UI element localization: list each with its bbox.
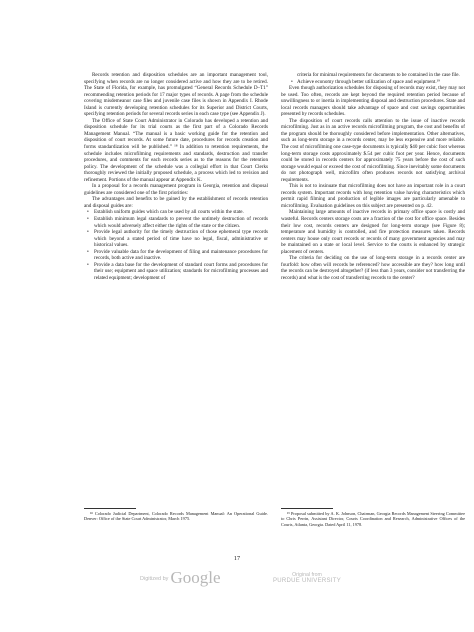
list-item: • Achieve economy through better utilization of space and equipment.¹⁹: [297, 79, 465, 86]
paragraph: The disposition of court records calls attention to the issue of inactive records microfilming. Just as in an active records microfilming program, the cost and benefits of the program should be thoroughly considered before implementation. Other alternatives, such as long-term storage in a records center, may be less expensive and more reliable. The cost of microfilming one case-type documents is typically $40 per cubic foot whereas long-term storage costs approximately $.54 per cubic foot per year. Hence, documents could be stored in records centers for approximately 75 years before the cost of such storage would equal or exceed the cost of microfilming. Since inevitably some documents do not photograph well, microfilm often produces records not satisfying archival requirements.: [281, 117, 465, 183]
digitized-by-label: Digitized by: [140, 576, 169, 582]
university-label: PURDUE UNIVERSITY: [272, 578, 342, 585]
original-from-watermark: [262, 572, 352, 585]
left-column: [84, 72, 268, 282]
footnote-rule: [281, 508, 333, 509]
paragraph: In a proposal for a records management program in Georgia, retention and disposal guidelines are considered one of the first priorities:: [84, 183, 268, 196]
list-item: • Establish uniform guides which can be used by all courts within the state.: [94, 209, 268, 216]
original-from-label: Original from: [292, 572, 322, 578]
footnote-text: ¹⁹ Proposal submitted by A. K. Johnson, Chairman, Georgia Records Management Steering Committee to Chris Perrin, Assistant Director, Courts Coordination and Research, Administrative Offices of the Courts, Atlanta, Georgia. Dated April 11, 1978.: [281, 511, 465, 527]
digitized-by-google-watermark: [140, 568, 220, 588]
benefits-list: [84, 209, 268, 281]
paragraph: Records retention and disposition schedules are an important management tool, specifying when records are no longer considered active and how they are to be retired. The State of Florida, for example, has promulgated “General Records Schedule D–T1” recommending retention periods for 17 major types of records. A page from the schedule covering misdemeanor case files and juvenile case files is shown in Appendix I. Rhode Island is currently developing retention schedules for its Superior and District Courts, specifying retention periods for several records series in each case type (see Appendix J).: [84, 72, 268, 118]
list-continuation: criteria for minimal requirements for documents to be contained in the case file.: [297, 72, 460, 78]
google-logo: Google: [170, 568, 221, 587]
list-item: • Establish minimum legal standards to prevent the untimely destruction of records which would adversely affect either the rights of the state or the citizen.: [94, 216, 268, 229]
list-item: • Provide legal authority for the timely destruction of those ephemeral type records which beyond a stated period of time have no legal, fiscal, administrative or historical values.: [94, 229, 268, 249]
paragraph: The Office of State Court Administrator in Colorado has developed a retention and disposition schedule for its trial courts as the first part of a Colorado Records Management Manual. “The manual is a basic working guide for the retention and disposition of court records. At some future date, procedures for records creation and forms standardization will be published.” ¹⁸ In addition to retention requirements, the schedule includes microfilming requirements and standards, destruction and transfer procedures, and comments for each records series as to the reasons for the retention policy. The development of the schedule was a collegial effort in that Court Clerks thoroughly reviewed the initially proposed schedule, a process which led to revision and refinement. Portions of the manual appear at Appendix K.: [84, 117, 268, 183]
paragraph: This is not to insinuate that microfilming does not have an important role in a court records system. Important records with long retention value having characteristics which permit rapid filming and production of legible images are particularly amenable to microfilming. Evaluation guidelines on this subject are presented on p. 42.: [281, 183, 465, 209]
paragraph: Even though authorization schedules for disposing of records may exist, they may not be used. Too often, records are kept beyond the required retention period because of unwillingness to or inertia in implementing disposal and destruction procedures. State and local records managers should take advantage of space and cost savings opportunities presented by records schedules.: [281, 85, 465, 118]
benefits-list-continued: [281, 79, 465, 86]
footnote-19: [281, 508, 465, 527]
page-number: 17: [233, 555, 241, 562]
footnote-rule: [84, 508, 136, 509]
footnote-18: [84, 508, 268, 522]
paragraph: The criteria for deciding on the use of long-term storage in a records center are fourfold: how often will records be referenced? how accessible are they? how long until the records can be destroyed altogether? (if less than 3 years, consider not transferring the records) and what is the cost of transferring records to the center?: [281, 255, 465, 281]
right-column: [281, 72, 465, 282]
paragraph: Maintaining large amounts of inactive records in primary office space is costly and wasteful. Records centers storage costs are a fraction of the cost for office space. Besides their low cost, records centers are designed for long-term storage (see Figure 8); temperature and humidity is controlled, and fire protection measures taken. Records centers may house only court records or records of many government agencies and may be maintained on a state or local level. Service to the courts is enhanced by strategic placement of centers.: [281, 209, 465, 255]
list-item: • Provide valuable data for the development of filing and maintenance procedures for records, both active and inactive.: [94, 249, 268, 262]
paragraph: The advantages and benefits to be gained by the establishment of records retention and disposal guides are:: [84, 196, 268, 209]
list-item: • Provide a data base for the development of standard court forms and procedures for their use; equipment and space utilization; standards for microfilming processes and related equipment; development of: [94, 262, 268, 282]
footnote-text: ¹⁸ Colorado Judicial Department, Colorado Records Management Manual: An Operational Guide. Denver: Office of the State Court Administrator, March 1975.: [84, 511, 268, 522]
